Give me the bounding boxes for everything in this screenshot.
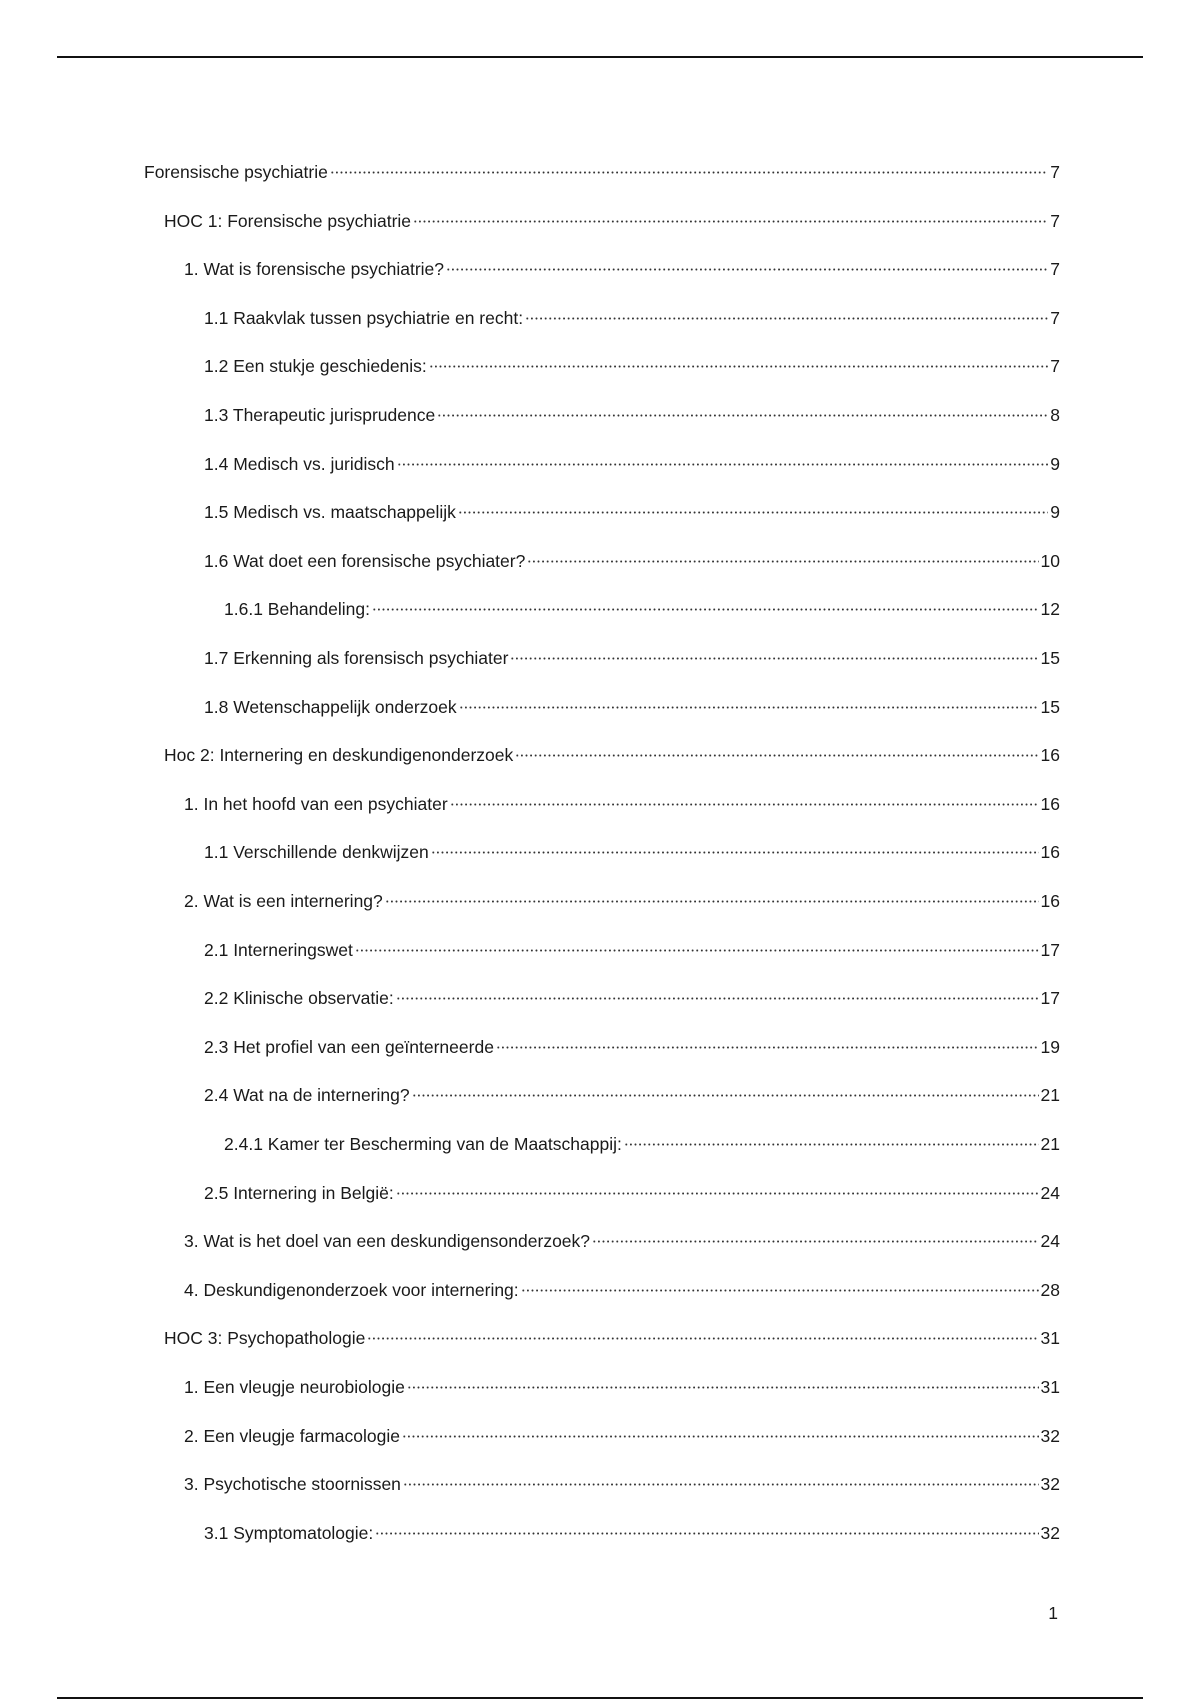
toc-entry[interactable] — [204, 938, 1060, 962]
toc-dot-leader — [396, 1192, 1039, 1195]
toc-entry[interactable] — [204, 500, 1060, 524]
toc-entry-page: 15 — [1040, 697, 1060, 717]
toc-entry[interactable] — [144, 160, 1060, 184]
toc-entry-page: 7 — [1050, 211, 1060, 231]
toc-entry-title: 3. Psychotische stoornissen — [184, 1474, 401, 1494]
toc-entry[interactable] — [204, 452, 1060, 476]
toc-entry-page: 28 — [1040, 1280, 1060, 1300]
toc-entry[interactable] — [184, 1229, 1060, 1253]
toc-entry-page: 31 — [1040, 1328, 1060, 1348]
toc-entry-title: 1. In het hoofd van een psychiater — [184, 794, 448, 814]
toc-entry-page: 16 — [1040, 745, 1060, 765]
toc-entry-title: 2.4 Wat na de internering? — [204, 1085, 410, 1105]
toc-entry-page: 9 — [1050, 454, 1060, 474]
toc-dot-leader — [385, 900, 1039, 903]
toc-dot-leader — [496, 1046, 1039, 1049]
toc-entry-page: 7 — [1050, 259, 1060, 279]
toc-dot-leader — [521, 1289, 1039, 1292]
toc-entry-page: 16 — [1040, 891, 1060, 911]
page-number: 1 — [1048, 1603, 1058, 1623]
toc-entry[interactable] — [184, 889, 1060, 913]
toc-entry-page: 12 — [1040, 599, 1060, 619]
toc-entry[interactable] — [184, 792, 1060, 816]
toc-dot-leader — [446, 268, 1048, 271]
toc-entry-title: HOC 1: Forensische psychiatrie — [164, 211, 412, 231]
toc-entry-title: 2.1 Interneringswet — [204, 940, 353, 960]
toc-dot-leader — [407, 1386, 1039, 1389]
toc-entry-page: 8 — [1050, 405, 1060, 425]
toc-entry-title: 2.4.1 Kamer ter Bescherming van de Maatschappij: — [224, 1134, 622, 1154]
toc-dot-leader — [525, 317, 1048, 320]
toc-entry-page: 24 — [1040, 1231, 1060, 1251]
toc-entry-page: 7 — [1050, 356, 1060, 376]
toc-entry-page: 31 — [1040, 1377, 1060, 1397]
toc-entry-page: 32 — [1040, 1523, 1060, 1543]
toc-dot-leader — [450, 803, 1039, 806]
toc-entry-title: 3.1 Symptomatologie: — [204, 1523, 374, 1543]
footer-rule — [57, 1697, 1143, 1699]
toc-dot-leader — [458, 511, 1048, 514]
header-rule — [57, 56, 1143, 58]
toc-dot-leader — [510, 657, 1038, 660]
toc-dot-leader — [355, 949, 1039, 952]
toc-dot-leader — [396, 997, 1039, 1000]
toc-entry-title: 1.1 Raakvlak tussen psychiatrie en recht: — [204, 308, 524, 328]
toc-entry-title: Forensische psychiatrie — [144, 162, 328, 182]
toc-dot-leader — [437, 414, 1048, 417]
toc-entry[interactable] — [204, 986, 1060, 1010]
toc-entry-title: 1.5 Medisch vs. maatschappelijk — [204, 502, 456, 522]
toc-entry[interactable] — [204, 646, 1060, 670]
toc-entry-title: 2.5 Internering in België: — [204, 1183, 394, 1203]
toc-entry-page: 24 — [1040, 1183, 1060, 1203]
toc-entry-title: 1. Wat is forensische psychiatrie? — [184, 259, 445, 279]
toc-dot-leader — [372, 608, 1039, 611]
toc-entry-page: 16 — [1040, 842, 1060, 862]
toc-dot-leader — [367, 1337, 1038, 1340]
toc-entry-title: 3. Wat is het doel van een deskundigensonderzoek? — [184, 1231, 591, 1251]
toc-entry[interactable] — [184, 1424, 1060, 1448]
toc-dot-leader — [592, 1240, 1039, 1243]
toc-dot-leader — [624, 1143, 1039, 1146]
toc-dot-leader — [413, 220, 1048, 223]
toc-entry[interactable] — [224, 597, 1060, 621]
toc-entry-title: 1. Een vleugje neurobiologie — [184, 1377, 405, 1397]
toc-entry-page: 32 — [1040, 1474, 1060, 1494]
toc-entry-page: 17 — [1040, 940, 1060, 960]
toc-entry-page: 7 — [1050, 162, 1060, 182]
toc-dot-leader — [431, 851, 1039, 854]
toc-dot-leader — [330, 171, 1048, 174]
toc-entry-title: 2.2 Klinische observatie: — [204, 988, 394, 1008]
toc-entry-title: 1.4 Medisch vs. juridisch — [204, 454, 395, 474]
toc-entry-title: 2. Wat is een internering? — [184, 891, 383, 911]
toc-entry-page: 21 — [1040, 1134, 1060, 1154]
toc-entry[interactable] — [164, 1326, 1060, 1350]
toc-entry-title: 4. Deskundigenonderzoek voor internering: — [184, 1280, 519, 1300]
toc-entry[interactable] — [224, 1132, 1060, 1156]
toc-dot-leader — [459, 706, 1039, 709]
toc-entry-title: 1.6 Wat doet een forensische psychiater? — [204, 551, 526, 571]
toc-dot-leader — [402, 1435, 1039, 1438]
toc-entry-title: 1.6.1 Behandeling: — [224, 599, 370, 619]
toc-entry[interactable] — [204, 306, 1060, 330]
toc-entry[interactable] — [204, 1035, 1060, 1059]
toc-dot-leader — [397, 463, 1049, 466]
toc-entry[interactable] — [204, 1521, 1060, 1545]
toc-entry-page: 32 — [1040, 1426, 1060, 1446]
toc-entry[interactable] — [164, 209, 1060, 233]
toc-entry[interactable] — [184, 257, 1060, 281]
toc-entry-title: 2. Een vleugje farmacologie — [184, 1426, 400, 1446]
toc-entry-page: 15 — [1040, 648, 1060, 668]
toc-entry-title: 1.3 Therapeutic jurisprudence — [204, 405, 436, 425]
toc-dot-leader — [527, 560, 1038, 563]
toc-entry-page: 16 — [1040, 794, 1060, 814]
toc-entry[interactable] — [184, 1472, 1060, 1496]
toc-entry-page: 7 — [1050, 308, 1060, 328]
toc-entry[interactable] — [204, 403, 1060, 427]
toc-dot-leader — [412, 1094, 1039, 1097]
toc-entry-title: HOC 3: Psychopathologie — [164, 1328, 366, 1348]
toc-entry-page: 9 — [1050, 502, 1060, 522]
toc-entry-page: 21 — [1040, 1085, 1060, 1105]
toc-entry[interactable] — [204, 840, 1060, 864]
toc-entry-page: 10 — [1040, 551, 1060, 571]
toc-entry-page: 17 — [1040, 988, 1060, 1008]
toc-entry[interactable] — [204, 549, 1060, 573]
toc-entry[interactable] — [204, 1083, 1060, 1107]
toc-entry-title: 1.1 Verschillende denkwijzen — [204, 842, 429, 862]
toc-dot-leader — [375, 1532, 1038, 1535]
toc-entry[interactable] — [184, 1375, 1060, 1399]
toc-entry[interactable] — [184, 1278, 1060, 1302]
toc-dot-leader — [403, 1483, 1039, 1486]
toc-entry-title: 1.8 Wetenschappelijk onderzoek — [204, 697, 457, 717]
toc-dot-leader — [429, 365, 1048, 368]
toc-entry-title: 1.7 Erkenning als forensisch psychiater — [204, 648, 509, 668]
toc-entry[interactable] — [204, 695, 1060, 719]
toc-entry-title: 2.3 Het profiel van een geïnterneerde — [204, 1037, 494, 1057]
toc-entry[interactable] — [204, 1181, 1060, 1205]
toc-entry-title: Hoc 2: Internering en deskundigenonderzoek — [164, 745, 514, 765]
toc-entry[interactable] — [164, 743, 1060, 767]
toc-dot-leader — [515, 754, 1038, 757]
toc-entry[interactable] — [204, 354, 1060, 378]
toc-entry-page: 19 — [1040, 1037, 1060, 1057]
toc-entry-title: 1.2 Een stukje geschiedenis: — [204, 356, 427, 376]
